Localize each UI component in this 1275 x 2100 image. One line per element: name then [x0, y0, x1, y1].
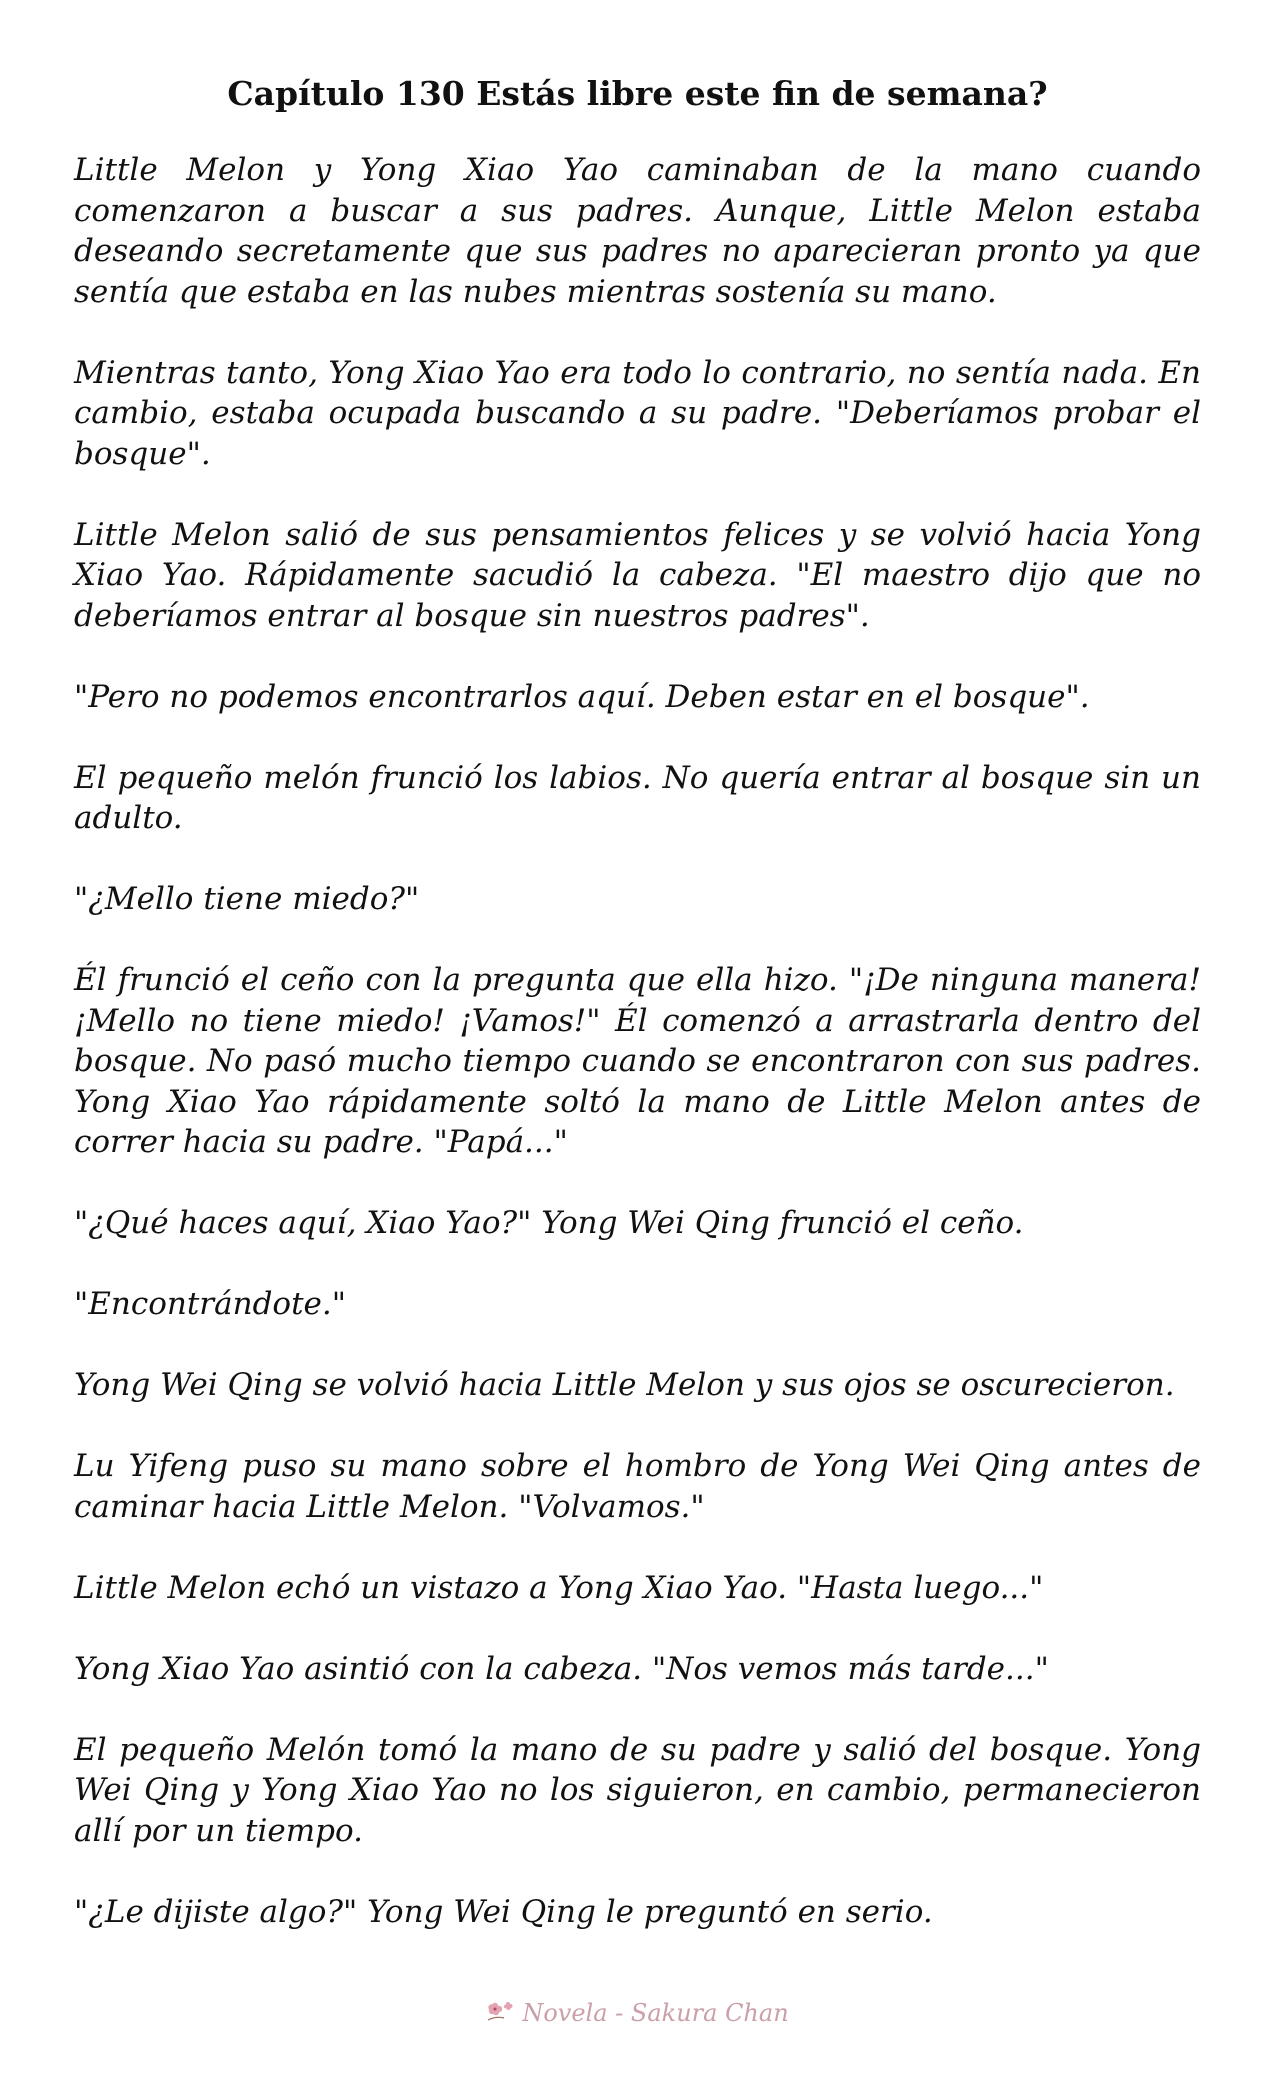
paragraph: Mientras tanto, Yong Xiao Yao era todo lo contrario, no sentía nada. En cambio, estaba ocupada buscando a su padre. "Deberíamos probar el bosque". [74, 354, 1201, 472]
paragraph: "Encontrándote." [74, 1286, 346, 1322]
paragraph: Little Melon salió de sus pensamientos felices y se volvió hacia Yong Xiao Yao. Rápidamente sacudió la cabeza. "El maestro dijo que no deberíamos entrar al bosque sin nuestros padres". [74, 516, 1201, 634]
watermark-text: Novela - Sakura Chan [522, 1999, 789, 2027]
paragraph: Yong Xiao Yao asintió con la cabeza. "Nos vemos más tarde..." [74, 1650, 1049, 1687]
chapter-title: Capítulo 130 Estás libre este fin de semana? [227, 74, 1048, 113]
paragraph: Él frunció el ceño con la pregunta que ella hizo. "¡De ninguna manera! ¡Mello no tiene miedo! ¡Vamos!" Él comenzó a arrastrarla dentro del bosque. No pasó mucho tiempo cuando se encontraron con sus padres. Yong Xiao Yao rápidamente soltó la mano de Little Melon antes de correr hacia su padre. "Papá..." [74, 962, 1201, 1160]
paragraph: "¿Le dijiste algo?" Yong Wei Qing le preguntó en serio. [74, 1893, 933, 1930]
paragraph: El pequeño melón frunció los labios. No quería entrar al bosque sin un adulto. [74, 759, 1201, 836]
paragraph: Little Melon echó un vistazo a Yong Xiao Yao. "Hasta luego..." [74, 1569, 1044, 1606]
paragraph: "Pero no podemos encontrarlos aquí. Deben estar en el bosque". [74, 678, 1090, 715]
paragraph: El pequeño Melón tomó la mano de su padre y salió del bosque. Yong Wei Qing y Yong Xiao Yao no los siguieron, en cambio, permanecieron allí por un tiempo. [74, 1731, 1201, 1849]
paragraph: Yong Wei Qing se volvió hacia Little Melon y sus ojos se oscurecieron. [74, 1367, 1175, 1403]
sakura-flower-icon [486, 1998, 516, 2031]
watermark [0, 1998, 1275, 2031]
paragraph: Little Melon y Yong Xiao Yao caminaban de la mano cuando comenzaron a buscar a sus padres. Aunque, Little Melon estaba deseando secretamente que sus padres no aparecieran pronto ya que sentía que estaba en las nubes mientras sostenía su mano. [74, 152, 1201, 310]
paragraph: "¿Mello tiene miedo?" [74, 881, 420, 917]
paragraph: "¿Qué haces aquí, Xiao Yao?" Yong Wei Qing frunció el ceño. [74, 1205, 1024, 1241]
paragraph: Lu Yifeng puso su mano sobre el hombro de Yong Wei Qing antes de caminar hacia Little Melon. "Volvamos." [74, 1448, 1201, 1525]
